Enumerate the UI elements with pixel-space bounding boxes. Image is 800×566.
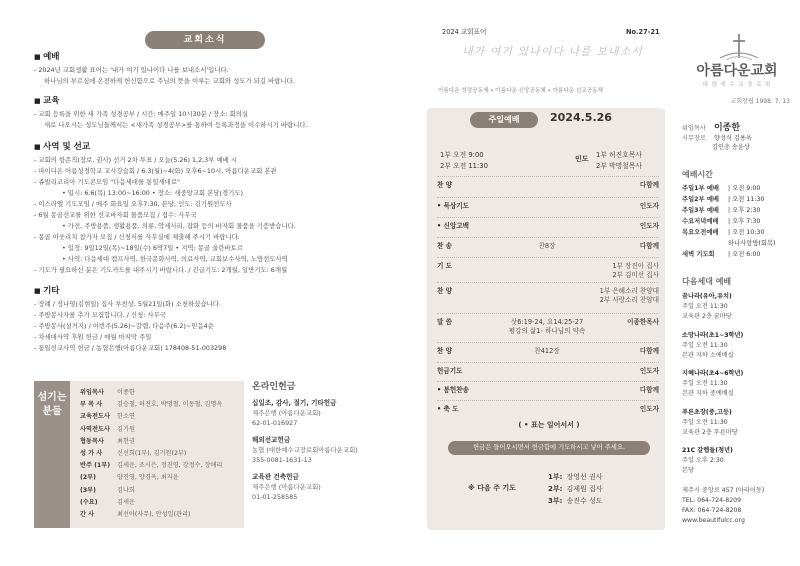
order-separator: [437, 342, 659, 343]
order-leader: 1부 장진아 집사 2부 김미선 집사: [612, 262, 659, 279]
group-detail: 본당: [682, 467, 694, 474]
schedule-time: | 오후 7:30: [728, 218, 761, 225]
order-item: [437, 242, 659, 262]
year-motto-label: 2024 교회표어: [442, 28, 487, 36]
news-section: [34, 286, 404, 354]
staff-names: 양진영, 양경옥, 최지윤: [117, 474, 179, 482]
church-logo-icon: [718, 32, 760, 62]
order-item: [437, 202, 659, 222]
news-section: [34, 96, 404, 131]
staff-names: 김승철, 허진호, 박명철, 이동철, 김명옥: [117, 401, 223, 409]
schedule-row: [682, 184, 760, 195]
offering-type: 교육관 건축헌금: [252, 472, 299, 481]
service-2-leader: 2부 박명철목사: [596, 162, 642, 170]
schedule-row: [682, 239, 776, 250]
issue-number: No.27-21: [626, 28, 660, 36]
news-section: [34, 52, 404, 87]
news-line: 새로 나오시는 성도님들께서는 <새가족 성경공부>를 통하여 등록과정을 이수하시기 바랍니다.: [44, 121, 308, 130]
offering-type: 십일조, 감사, 절기, 기타헌금: [252, 399, 337, 408]
offering-line: 제주은행 (아름다운교회): [252, 409, 321, 418]
elders-row: 시무장로 양성식 김용욱: [682, 135, 752, 142]
order-leader: 인도자: [639, 367, 659, 375]
group-block: [682, 408, 738, 438]
order-separator: [437, 313, 659, 314]
staff-row: [80, 413, 135, 421]
order-separator: [437, 237, 659, 238]
staff-role: 간 사: [80, 511, 95, 518]
staff-label: 섬기는 분들: [34, 381, 70, 528]
schedule-row: [682, 206, 760, 217]
order-separator: [437, 282, 659, 283]
order-detail: 삿6:19-24, 요14:25-27 평강의 삶1- 하나님의 약속: [508, 318, 586, 335]
staff-role: 반주 (1부): [80, 462, 111, 470]
group-block: [682, 446, 733, 476]
address-line: www.beautifulcc.org: [682, 517, 745, 524]
news-line: - 기도가 필요하신 분은 기도카드를 내주시기 바랍니다. / 긴급기도: 2개월, 일반기도: 6개월: [34, 266, 288, 275]
schedule-row: [682, 228, 764, 239]
staff-role: 협동목사: [80, 437, 104, 445]
service-times: [440, 150, 488, 172]
next-prayer-row: [548, 497, 602, 506]
offering-account: [252, 399, 404, 428]
staff-names: 한소연: [117, 413, 135, 421]
order-title: 찬 양: [437, 347, 453, 355]
address-line: FAX: 064-724-8208: [682, 507, 742, 514]
news-section: [34, 142, 404, 276]
order-item: [437, 318, 659, 338]
order-leader: 다함께: [639, 386, 659, 394]
group-block: [682, 369, 743, 399]
order-separator: [437, 176, 659, 177]
news-line: • 사역: 다음세대 캠프사역, 한국문화사역, 의료사역, 교회보수사역, 노방전도사역: [62, 255, 288, 264]
staff-row: [80, 462, 222, 470]
service-1-time: 1부 오전 9:00: [440, 151, 484, 159]
group-detail: 본관 지하 중예배실: [682, 390, 734, 397]
service-2-time: 2부 오전 11:30: [440, 162, 488, 170]
pastor-row: 위임목사 이종한: [682, 123, 741, 133]
group-detail: 주일 오후 2:30: [682, 457, 724, 464]
group-detail: 주일 오전 11:30: [682, 380, 728, 387]
founded-date: 교회창립 1998. 7. 13: [730, 98, 790, 105]
schedule-time: | 오전 10:30: [728, 229, 765, 236]
offering-account: [252, 436, 404, 465]
news-line: - 파이디온 어름성경학교 교사강습회 / 6.3(월)~4(화) 오후6~10시, 아름다운교회 본관: [34, 167, 277, 176]
group-block: [682, 292, 732, 322]
church-name: 아름다운교회: [696, 63, 778, 79]
group-detail: 주일 오전 11:30: [682, 303, 728, 310]
elders-row-2: 김인충 송윤상: [712, 144, 750, 151]
order-item: [437, 287, 659, 307]
order-leader: 인도자: [639, 202, 659, 210]
stand-note: ( • 표는 일어서서 ): [518, 421, 580, 429]
schedule-name: 목요오전예배: [682, 229, 719, 236]
news-line: - 쥬빌리코리아 기도콘모임 "다음세대를 통일세대로": [34, 178, 180, 187]
group-detail: 교육관 2층 푸른마당: [682, 428, 738, 436]
group-name: 소망나라(초1~3학년): [682, 331, 744, 339]
staff-row: [80, 474, 179, 482]
order-title: 찬 양: [437, 181, 453, 189]
group-block: [682, 331, 743, 361]
group-detail: 주일 오전 11:30: [682, 341, 728, 349]
schedule-name: 새벽 기도회: [682, 251, 715, 258]
order-title: 말 씀: [437, 318, 453, 326]
offering-line: 355-0081-1631-13: [252, 455, 312, 464]
news-section-title: ■ 기타: [34, 286, 404, 297]
staff-names: 김세운, 조시은, 정진영, 강정수, 장애리: [117, 462, 223, 470]
news-section-title: 교회소식: [145, 31, 265, 49]
staff-role: 성 가 사: [80, 450, 103, 457]
offering-account: [252, 473, 404, 502]
news-line: - 이스라엘 기도모임 / 매주 화요일 오후7:30, 본당, 인도: 김기원전도사: [34, 200, 232, 209]
order-item: [437, 262, 659, 282]
offering-line: 01-01-258585: [252, 492, 298, 501]
leader-label: 인도: [575, 155, 589, 163]
online-offering: [252, 381, 404, 510]
next-prayer-person: 장영선 권사: [566, 473, 603, 481]
news-line: - 장례 / 정나영(김현일) 집사 부친상, 5월21일(화) 소천하셨습니다.: [34, 300, 221, 309]
news-line: - 교회의 항존직(장로, 권사) 선거 2차 투표 / 오늘(5.26) 1,2,3부 예배 시: [34, 156, 238, 165]
order-separator: [437, 362, 659, 363]
news-line: - 차세대사역 후원 헌금 / 매월 마지막 주일: [34, 333, 152, 342]
order-leader: 이종한목사: [627, 318, 659, 326]
order-separator: [437, 400, 659, 401]
news-line: • 가전, 주방용품, 생활용품, 의류, 악세사리, 잡화 등의 바자회 물품을 기증받습니다.: [62, 222, 296, 231]
news-line: - 몽골 아웃리치 참가자 모집 / 신청서를 사무실에 제출해 주시기 바랍니다.: [34, 233, 240, 242]
next-generation-title: 다음세대 예배: [682, 277, 732, 286]
offering-line: 농협 (대한예수교장로회아름다운교회): [252, 445, 358, 454]
order-leader: 다함께: [639, 347, 659, 355]
online-offering-title: 온라인헌금: [252, 382, 296, 392]
order-item: [437, 367, 659, 387]
order-title: 찬 양: [437, 287, 453, 295]
worship-schedule-title: 예배시간: [682, 170, 713, 179]
address-line: 제주시 중앙로 457 (아라이동): [682, 487, 765, 494]
service-leaders: [596, 150, 642, 172]
order-title: • 신앙고백: [437, 222, 469, 230]
group-detail: 주일 오전 11:30: [682, 418, 728, 426]
next-prayer-person: 송진수 성도: [566, 497, 603, 505]
order-item: [437, 181, 659, 201]
order-item: [437, 386, 659, 406]
order-title: • 묵상기도: [437, 202, 469, 210]
group-detail: 교육관 2층 꿈마당: [682, 313, 732, 320]
staff-row: [80, 401, 222, 409]
offering-line: 제주은행 (아름다운교회): [252, 482, 321, 491]
staff-names: 김세운: [117, 498, 135, 506]
news-section-title: ■ 예배: [34, 52, 404, 63]
offering-type: 해외선교헌금: [252, 436, 291, 445]
order-detail: 찬412장: [534, 347, 560, 355]
schedule-row: [682, 250, 760, 261]
staff-names: 최선아(사무), 안성일(관리): [117, 511, 191, 518]
next-prayer-row: [548, 473, 602, 482]
staff-row: [80, 389, 135, 397]
order-title: 찬 송: [437, 242, 453, 250]
staff-names: 김기원: [117, 425, 135, 433]
worship-label: 주일예배: [470, 112, 538, 128]
staff-row: [80, 450, 186, 458]
next-prayer-person: 김제원 집사: [566, 485, 603, 493]
staff-row: [80, 438, 135, 446]
offering-line: 62-01-016927: [252, 419, 298, 428]
order-item: [437, 222, 659, 242]
next-prayer-service: 1부:: [548, 473, 563, 481]
order-separator: [437, 217, 659, 218]
schedule-name: 주일3부 예배: [682, 207, 719, 214]
next-prayer-service: 3부:: [548, 497, 563, 505]
news-line: - 2024년 교회생활 표어는 '내가 여기 있나이다 나를 보내소서'입니다.: [34, 66, 229, 75]
order-separator: [437, 381, 659, 382]
staff-role: (3부): [80, 486, 96, 494]
order-leader: 인도자: [639, 405, 659, 413]
staff-row: [80, 426, 135, 434]
church-address: [682, 486, 764, 526]
staff-row: [80, 499, 135, 507]
next-prayer-row: [548, 485, 602, 494]
staff-role: 부 목 사: [80, 401, 103, 409]
church-denomination: 대 한 예 수 교 장 로 회: [702, 82, 772, 88]
staff-role: 위임목사: [80, 389, 104, 396]
news-section-title: ■ 사역 및 선교: [34, 142, 404, 153]
schedule-time: | 오전 6:00: [728, 251, 761, 258]
community-line: 아름다운 성령공동체 • 아름다운 신앙공동체 • 아름다운 선교공동체: [438, 88, 603, 94]
staff-row: [80, 511, 190, 519]
order-title: 헌금기도: [437, 367, 463, 375]
schedule-name: 주일1부 예배: [682, 185, 719, 192]
group-name: 지혜나라(초4~6학년): [682, 370, 744, 377]
slogan: 내가 여기 있나이다 나를 보내소서: [462, 45, 643, 58]
news-line: - 주방봉사자를 추가 모집합니다. / 신청: 사무국: [34, 311, 166, 320]
worship-date: 2024.5.26: [550, 111, 612, 124]
order-separator: [437, 257, 659, 258]
staff-names: 신선희(1부), 김기원(2부): [117, 450, 187, 457]
news-section-title: ■ 교육: [34, 96, 404, 107]
staff-role: 교육전도사: [80, 413, 110, 421]
order-title: • 축 도: [437, 405, 459, 413]
order-item: [437, 347, 659, 367]
staff-names: 이종한: [117, 389, 135, 396]
order-title: 기 도: [437, 262, 453, 270]
order-leader: 다함께: [639, 181, 659, 189]
address-line: TEL: 064-724-8209: [682, 497, 742, 504]
news-line: - 주방봉사(설거지) / 이번주(5.26)~갈렙, 다음주(6.2)~믿음4순: [34, 322, 214, 331]
news-line: - 6월 몽골선교를 위한 선교바자회 물품모집 / 접수: 사무국: [34, 211, 197, 220]
order-title: • 봉헌찬송: [437, 386, 469, 394]
order-detail: 찬8장: [538, 242, 556, 250]
news-line: - 교회 등록을 위한 새 가족 성경공부 / 시간: 매주일 10시30분 / 장소: 회의실: [34, 110, 249, 119]
schedule-name: 주일2부 예배: [682, 196, 719, 203]
order-leader: 인도자: [639, 222, 659, 230]
staff-row: [80, 487, 135, 495]
news-line: • 일시: 6.6(목) 13:00~16:00 • 장소: 새중앙교회 본당(경기도): [62, 189, 243, 198]
schedule-name: 수요저녁예배: [682, 218, 719, 225]
group-name: 21C 갈렙들(청년): [682, 447, 733, 454]
news-line: 하나님의 부르심에 온전하게 헌신함으로 주님의 뜻을 이루는 교회와 성도가 되길 바랍니다.: [44, 77, 295, 86]
group-name: 꿈나라(유아,유치): [682, 293, 732, 300]
staff-names: 김나희: [117, 486, 135, 494]
schedule-time: | 오후 2:30: [728, 207, 761, 214]
next-prayer-service: 2부:: [548, 485, 563, 493]
service-1-leader: 1부 허진호목사: [596, 151, 642, 159]
staff-role: 사역전도사: [80, 425, 110, 433]
schedule-time: 하나사랑방(회복): [728, 240, 776, 247]
offering-notice: 헌금은 들어오시면서 헌금함에 기도하시고 넣어 주세요.: [448, 441, 650, 455]
news-line: - 통일선교사역 헌금 / 농협은행(아름다운교회) 178408-51-003298: [34, 344, 227, 353]
staff-names: 최헌권: [117, 437, 135, 445]
order-separator: [437, 197, 659, 198]
staff-role: (2부): [80, 474, 96, 482]
order-leader: 다함께: [639, 242, 659, 250]
order-leader: 1부 은혜소리 찬양대 2부 사랑소리 찬양대: [599, 287, 659, 304]
schedule-row: [682, 217, 760, 228]
schedule-row: [682, 195, 764, 206]
group-detail: 본관 지하 소예배실: [682, 351, 734, 359]
schedule-time: | 오전 9:00: [728, 185, 761, 192]
group-name: 푸른초장(중,고등): [682, 408, 732, 416]
staff-role: (수요): [80, 498, 98, 506]
news-line: • 일정: 9일12일(목)~18일(수) 6박7일 • 지역: 몽골 울란바토르: [62, 244, 243, 253]
schedule-time: | 오전 11:30: [728, 196, 765, 203]
next-week-prayer-label: ※ 다음 주 기도: [468, 484, 516, 492]
